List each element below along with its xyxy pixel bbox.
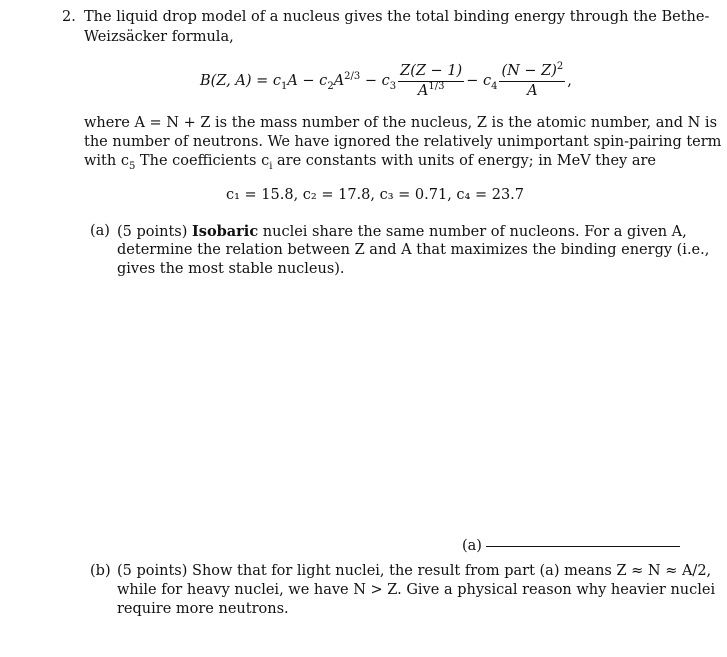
- answer-a-line[interactable]: [486, 546, 680, 547]
- intro-line-2: Weizsäcker formula,: [84, 29, 234, 45]
- answer-a-label: (a): [462, 538, 482, 554]
- part-a-line-2: determine the relation between Z and A that maximizes the binding energy (i.e.,: [117, 242, 710, 258]
- part-a-points: (5 points): [117, 224, 188, 240]
- fraction-2-numerator: (N − Z): [501, 62, 557, 79]
- fraction-2-square: 2: [556, 60, 564, 72]
- fraction-1-denominator: A: [417, 82, 429, 99]
- part-b-line-1-text: Show that for light nuclei, the result from part (a) means Z ≈ N ≈ A/2,: [187, 563, 712, 579]
- formula-term2: A: [333, 72, 345, 89]
- where-line-3-start: with c: [84, 153, 129, 169]
- formula-comma: ,: [567, 72, 572, 89]
- where-line-3-mid: The coefficients c: [135, 153, 270, 169]
- part-a-keyword: Isobaric: [192, 223, 259, 240]
- part-a-line-3: gives the most stable nucleus).: [117, 261, 345, 277]
- fraction-1-numerator: Z(Z − 1): [400, 62, 463, 79]
- formula-fraction-2: [499, 62, 565, 101]
- where-line-2: the number of neutrons. We have ignored the relatively unimportant spin-pairing term: [84, 134, 722, 150]
- part-b-line-2: while for heavy nuclei, we have N > Z. Give a physical reason why heavier nuclei: [117, 582, 716, 598]
- part-b-line-1: [117, 562, 711, 581]
- part-b-line-3: require more neutrons.: [117, 601, 289, 617]
- formula-fraction-1: [398, 62, 464, 101]
- where-line-3-sub-i: i: [269, 160, 273, 172]
- intro-line-1: The liquid drop model of a nucleus gives the total binding energy through the Bethe-: [84, 9, 710, 25]
- formula-term1: A − c: [287, 72, 328, 89]
- where-line-3-end: are constants with units of energy; in MeV they are: [272, 153, 657, 169]
- fraction-2-denominator: A: [499, 81, 565, 101]
- formula-minus-c3: − c: [360, 72, 390, 89]
- fraction-1-exponent: 1/3: [428, 80, 445, 92]
- where-line-1: where A = N + Z is the mass number of the nucleus, Z is the atomic number, and N is: [84, 115, 718, 131]
- bethe-weizsacker-formula: B(Z, $A) = c_1A - c_2A^{2/3} - c_3$ $\frac{Z(Z - 1)}{A^{1/3}}$ − $c_4$ $\frac{(N - Z)^2}{A}$ ,: [200, 60, 572, 99]
- formula-exp-2-3: 2/3: [344, 70, 361, 82]
- where-line-3-sub: 5: [128, 160, 136, 172]
- formula-lhs: B(Z, A) = c: [200, 72, 281, 89]
- formula-minus-c4: − c: [466, 72, 492, 89]
- part-a-line-1-rest: nuclei share the same number of nucleons. For a given A,: [258, 224, 687, 240]
- coefficient-values: c₁ = 15.8, c₂ = 17.8, c₃ = 0.71, c₄ = 23.7: [226, 187, 525, 203]
- part-b-points: (5 points): [117, 563, 188, 579]
- part-a-line-1: [117, 222, 687, 242]
- problem-number: 2.: [62, 9, 76, 25]
- where-line-3: [84, 152, 656, 171]
- part-b-label: (b): [90, 563, 111, 579]
- part-a-label: (a): [90, 223, 110, 239]
